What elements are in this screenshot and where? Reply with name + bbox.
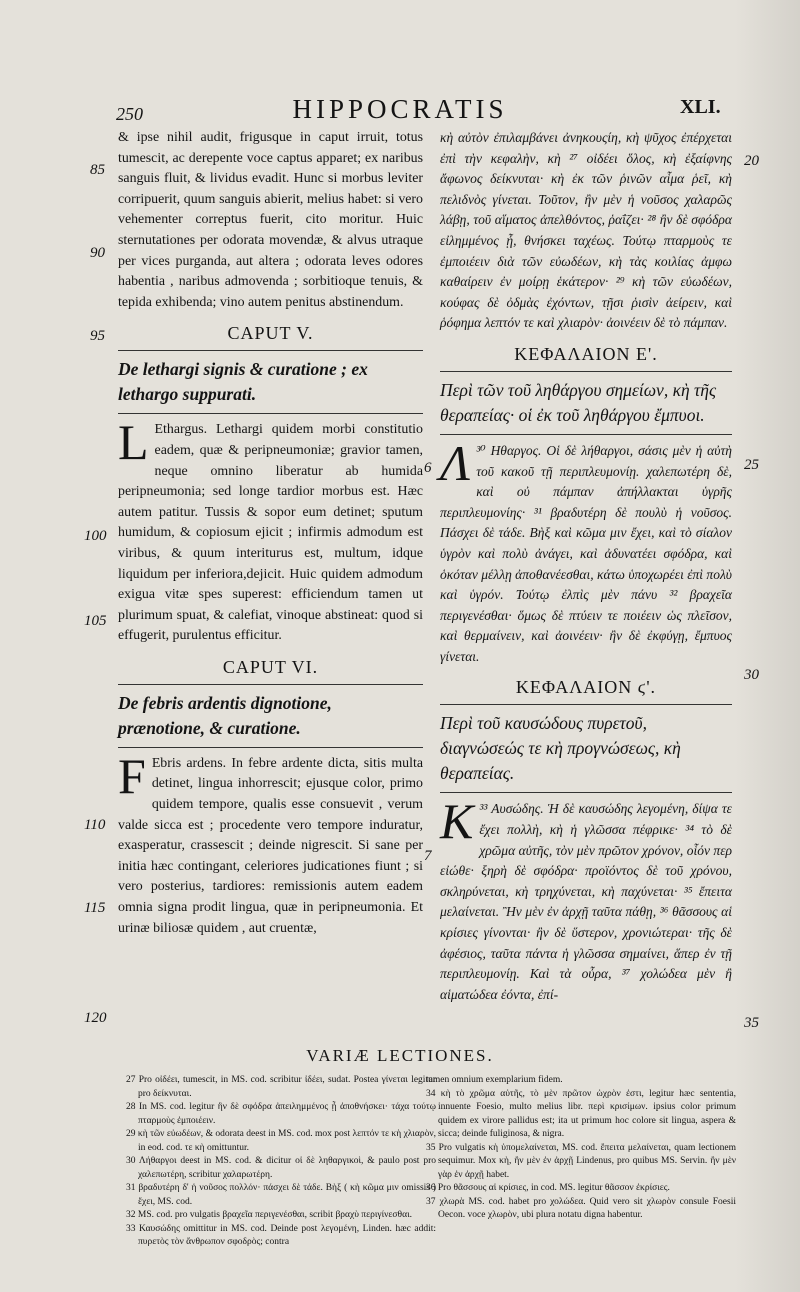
latin-column <box>118 128 423 939</box>
greek-chapter-5-text: Λ ³⁰ Ηθαργος. Οἱ δὲ λήθαργοι, σάσις μὲν ἡ αὐτὴ τοῦ κακοῦ τῇ περιπλευμονίῃ. χαλεπωτέρη δὲ, καὶ οὐ πάμπαν ἀπήλλακται ὑγρῆς περιπλευμονίης· ³¹ βραδυτέρη δὲ πουλὺ ἡ νοῦσος. Πάσχει δὲ τάδε. Βὴξ καὶ κῶμα μιν ἔχει, καὶ τὸ σίαλον ὑγρὸν καὶ πολὺ ἀνάγει, καὶ ἀδυνατέει σφόδρα, καὶ ὁκόταν μέλλῃ ἀποθανέεσθαι, κάτω ὑποχωρέει ἐπὶ πολὺ καὶ ὑγρόν. Τούτῳ ἐλπὶς μὲν πάνυ ³² βραχεῖα περιγενέσθαι· ὅμως δὲ πτύειν τε ποιέειν ὡς πλεῖσον, καὶ θερμαίνειν, καὶ ἀοινέειν· ἢν δὲ ἐκφύγῃ, ἔμπυος γίνεται. <box>440 434 732 664</box>
variant-note: 28 In MS. cod. legitur ἢν δὲ σφόδρα ἀπειλημμένος ᾖ ἀποθνήσκει· τάχα τούτῳ πταρμοὺς ἐμποιέειν. <box>126 1102 436 1126</box>
greek-intro-paragraph: κὴ αὐτὸν ἐπιλαμβάνει ἀνηκουςίη, κὴ ψῦχος ἐπέρχεται ἐπὶ τὴν κεφαλὴν, κὴ ²⁷ οἰδέει ὅλος, κὴ ἐξαίφνης ἄφωνος δείκνυται· κὴ ἐκ τῶν ῥινῶν αἷμα ῥεῖ, κὴ πελιδνὸς γίνεται. Τοῦτον, ἢν μὲν ἡ νοῦσος χαλαρῶς λάβῃ, τοῦ αἵματος ἀπελθόντος, ῥαΐζει· ²⁸ ἢν δὲ σφόδρα εἰλημμένος ᾖ, θνήσκει ταχέως. Τούτῳ πταρμοὺς τε ἐμποιέειν διὰ τῶν εὐωδέων, κὴ τὰς κοιλίας ἀμφω καθαίρειν ἐν μοίρῃ ἑκάτερον· ²⁹ κὴ τῶν εὐωδέων, κούφας δὲ ὀδμὰς ἐχόντων, τῇσι ῥισὶν ἀείρειν, καὶ ῥόφημα λεπτόν τε καὶ χλιαρὸν· ἀοινέειν δὲ τὸ πάμπαν. <box>440 130 732 331</box>
line-number: 6 <box>424 460 432 476</box>
divider <box>118 413 423 414</box>
variant-note: 37 χλωρὰ MS. cod. habet pro χολώδεα. Quid vero sit χλωρὸν consule Foesii Oecon. voce χλωρὸν, ubi plura notatu digna habentur. <box>426 1196 736 1220</box>
latin-chapter-5-title: De lethargi signis & curatione ; ex lethargo suppurati. <box>118 359 368 405</box>
latin-chapter-5-heading: CAPUT V. <box>227 323 314 344</box>
greek-column <box>440 128 732 1005</box>
line-number: 20 <box>744 153 759 169</box>
variant-note: 27 Pro οἰδέει, tumescit, in MS. cod. scribitur ἰδέει, sudat. Postea γίνεται legitur pro δείκνυται. <box>126 1075 436 1099</box>
divider <box>118 747 423 748</box>
latin-chapter-6-text: F Ebris ardens. In febre ardente dicta, sitis multa detinet, lingua inhorrescit; ejusque color, primo quidem tempore, qualis esse consuevit , verum valde sicca est ; procedente vero tempore induratur, exasperatur, crassescit ; deinde nigrescit. Si sane per initia hæc contingant, celeriores judicationes fiunt ; si vero posterius, tardiores: remissionis autem eadem omnia signa prodit lingua, quæ in peripneumonia. Et urinæ biliosæ quidem , aut cruentæ, <box>118 747 423 936</box>
line-number: 100 <box>84 528 107 544</box>
line-number: 85 <box>90 162 105 178</box>
variant-note: tamen omnium exemplarium fidem. <box>426 1075 563 1085</box>
variant-note: 33 Καυσώδης omittitur in MS. cod. Deinde post λεγομένη, Linden. hæc addit: πυρετὸς τὸν ἄνθρωπον σφοδρὸς; contra <box>126 1223 436 1247</box>
latin-chapter-6-heading: CAPUT VI. <box>222 656 319 677</box>
latin-intro-paragraph: & ipse nihil audit, frigusque in caput irruit, totus tumescit, ac derepente voce captus apparet; ex naribus sanguis fluit, & lividus evadit. Hunc si morbus leviter corripuerit, quum sanguis abierit, melius habet: si vero vehementer correptus fuerit, cito moritur. Huic sternutationes per odorata movendæ, & alvus utraque per vices purganda, aut altera ; odorata leves odores habentia , naribus admovenda ; sorbitioque tenuis, & tepida exhibenda; vino autem penitus abstinendum. <box>118 130 423 310</box>
variae-lectiones-heading: VARIÆ LECTIONES. <box>306 1046 494 1065</box>
line-number: 25 <box>744 457 759 473</box>
line-number: 95 <box>90 328 105 344</box>
section-number: XLI. <box>680 96 721 118</box>
drop-cap: F <box>118 747 146 804</box>
divider <box>440 704 732 705</box>
divider <box>118 350 423 351</box>
line-number: 90 <box>90 245 105 261</box>
line-number: 120 <box>84 1010 107 1026</box>
variant-note: 34 κὴ τὸ χρῶμα αὐτῆς, τὸ μὲν πρῶτον ὠχρὸν ἐστι, legitur hæc sententia, innuente Foesio, multo melius libr. περὶ κρισίμων. ipsius color primum quidem ex virore pallidus est; ita ut primum hoc colore sit lingua, aspera & sicca; deinde fuliginosa, & nigra. <box>426 1088 736 1139</box>
line-number: 115 <box>84 900 106 916</box>
line-number: 105 <box>84 613 107 629</box>
variant-note: 30 Λήθαργοι deest in MS. cod. & dicitur οἱ δὲ ληθαργικοὶ, & paulo post pro χαλεπωτέρη, scribitur χαλαρωτέρη. <box>126 1156 436 1180</box>
drop-cap: Λ <box>440 434 471 491</box>
line-number: 35 <box>744 1015 759 1031</box>
line-number: 110 <box>84 817 106 833</box>
variant-note: 32 MS. cod. pro vulgatis βραχεῖα περιγενέσθαι, scribit βραχὺ περιγίνεσθαι. <box>126 1210 412 1220</box>
greek-chapter-6-text: Κ ³³ Αυσώδης. Ἡ δὲ καυσώδης λεγομένη, δίψα τε ἔχει πολλὴ, κὴ ἡ γλῶσσα πέφρικε· ³⁴ τὸ δὲ χρῶμα αὐτῆς, τὸν μὲν πρῶτον χρόνον, οἷόν περ εἰώθε· ξηρὴ δὲ σφόδρα· προϊόντος δὲ τοῦ χρόνου, σκληρύνεται, κὴ τρηχύνεται, κὴ παχύνεται· ³⁵ ἔπειτα μελαίνεται. Ἢν μὲν ἐν ἀρχῇ ταῦτα πάθῃ, ³⁶ θᾶσσους αἱ κρίσιες γίνονται· ἢν δὲ ὕστερον, χρονιώτεραι· τῆς δὲ ἀφέσιος, ταῦτα πάντα ἡ γλῶσσα σημαίνει, ἅπερ ἐν τῇ περιπλευμονίῃ. Καὶ τὰ οὖρα, ³⁷ χολώδεα μὲν ἢ αἱματώδεα ἐόντα, ἐπί- <box>440 793 732 1002</box>
running-title: HIPPOCRATIS <box>292 94 508 124</box>
variant-note: 29 κὴ τῶν εὐωδέων, & odorata deest in MS. cod. mox post λεπτόν τε κὴ χλιαρὸν, in eod. cod. τε κὴ omittuntur. <box>126 1129 436 1153</box>
page-edge-shadow <box>735 0 800 1292</box>
latin-chapter-6-title: De febris ardentis dignotione, prænotione, & curatione. <box>118 692 332 738</box>
page-number: 250 <box>116 104 143 124</box>
greek-chapter-5-heading: ΚΕΦΑΛΑΙΟΝ Ε'. <box>514 343 658 364</box>
line-number: 7 <box>424 848 432 864</box>
greek-chapter-5-title: Περὶ τῶν τοῦ ληθάργου σημείων, κὴ τῆς θεραπείας· οἱ ἐκ τοῦ ληθάργου ἔμπυοι. <box>440 379 717 425</box>
variants-left-column <box>126 1074 436 1250</box>
divider <box>440 371 732 372</box>
drop-cap: L <box>118 414 149 471</box>
variant-note: 36 Pro θᾶσσους αἱ κρίσιες, in cod. MS. legitur θᾶσσον ἐκρίσιες. <box>426 1183 670 1193</box>
divider <box>440 434 732 435</box>
latin-chapter-5-text: L Ethargus. Lethargi quidem morbi constitutio eadem, quæ & peripneumoniæ; gravior tamen, neque omnino liberatur ab humida peripneumonia; sed longe tardior morbus est. Hæc autem patitur. Tussis & sopor eum detinet; sputum humidum, & copiosum ejicit ; infirmis admodum est viribus, & quum interiturus est, multum, idque liquidum per inferiora,dejicit. Huic quidem admodum exigua vitæ spes superest: efficiendum tamen ut plurimum spuat, & calefiat, vinoque abstineat: quod si effugerit, purulentus efficitur. <box>118 414 423 644</box>
drop-cap: Κ <box>440 793 474 850</box>
divider <box>118 684 423 685</box>
greek-chapter-6-title: Περὶ τοῦ καυσώδους πυρετοῦ, διαγνώσεώς τε κὴ προγνώσεως, κὴ θεραπείας. <box>440 713 681 784</box>
divider <box>440 792 732 793</box>
variants-right-column <box>426 1074 736 1223</box>
variant-note: 31 βραδυτέρη δ' ἡ νοῦσος πολλόν· πάσχει δὲ τάδε. Βὴξ ( κὴ κῶμα μιν omissis ) ἔχει, MS. cod. <box>126 1183 436 1207</box>
line-number: 30 <box>744 667 759 683</box>
greek-chapter-6-heading: ΚΕΦΑΛΑΙΟΝ ϛ'. <box>515 677 657 698</box>
variant-note: 35 Pro vulgatis κὴ ὑπομελαίνεται, MS. cod. ἔπειτα μελαίνεται, quam lectionem sequimur. Mox κὴ, ἢν μὲν ἐν ἀρχῇ Lindenus, pro quibus MS. Servin. ἢν μὲν γὰρ ἐν ἀρχῇ habet. <box>426 1142 736 1180</box>
